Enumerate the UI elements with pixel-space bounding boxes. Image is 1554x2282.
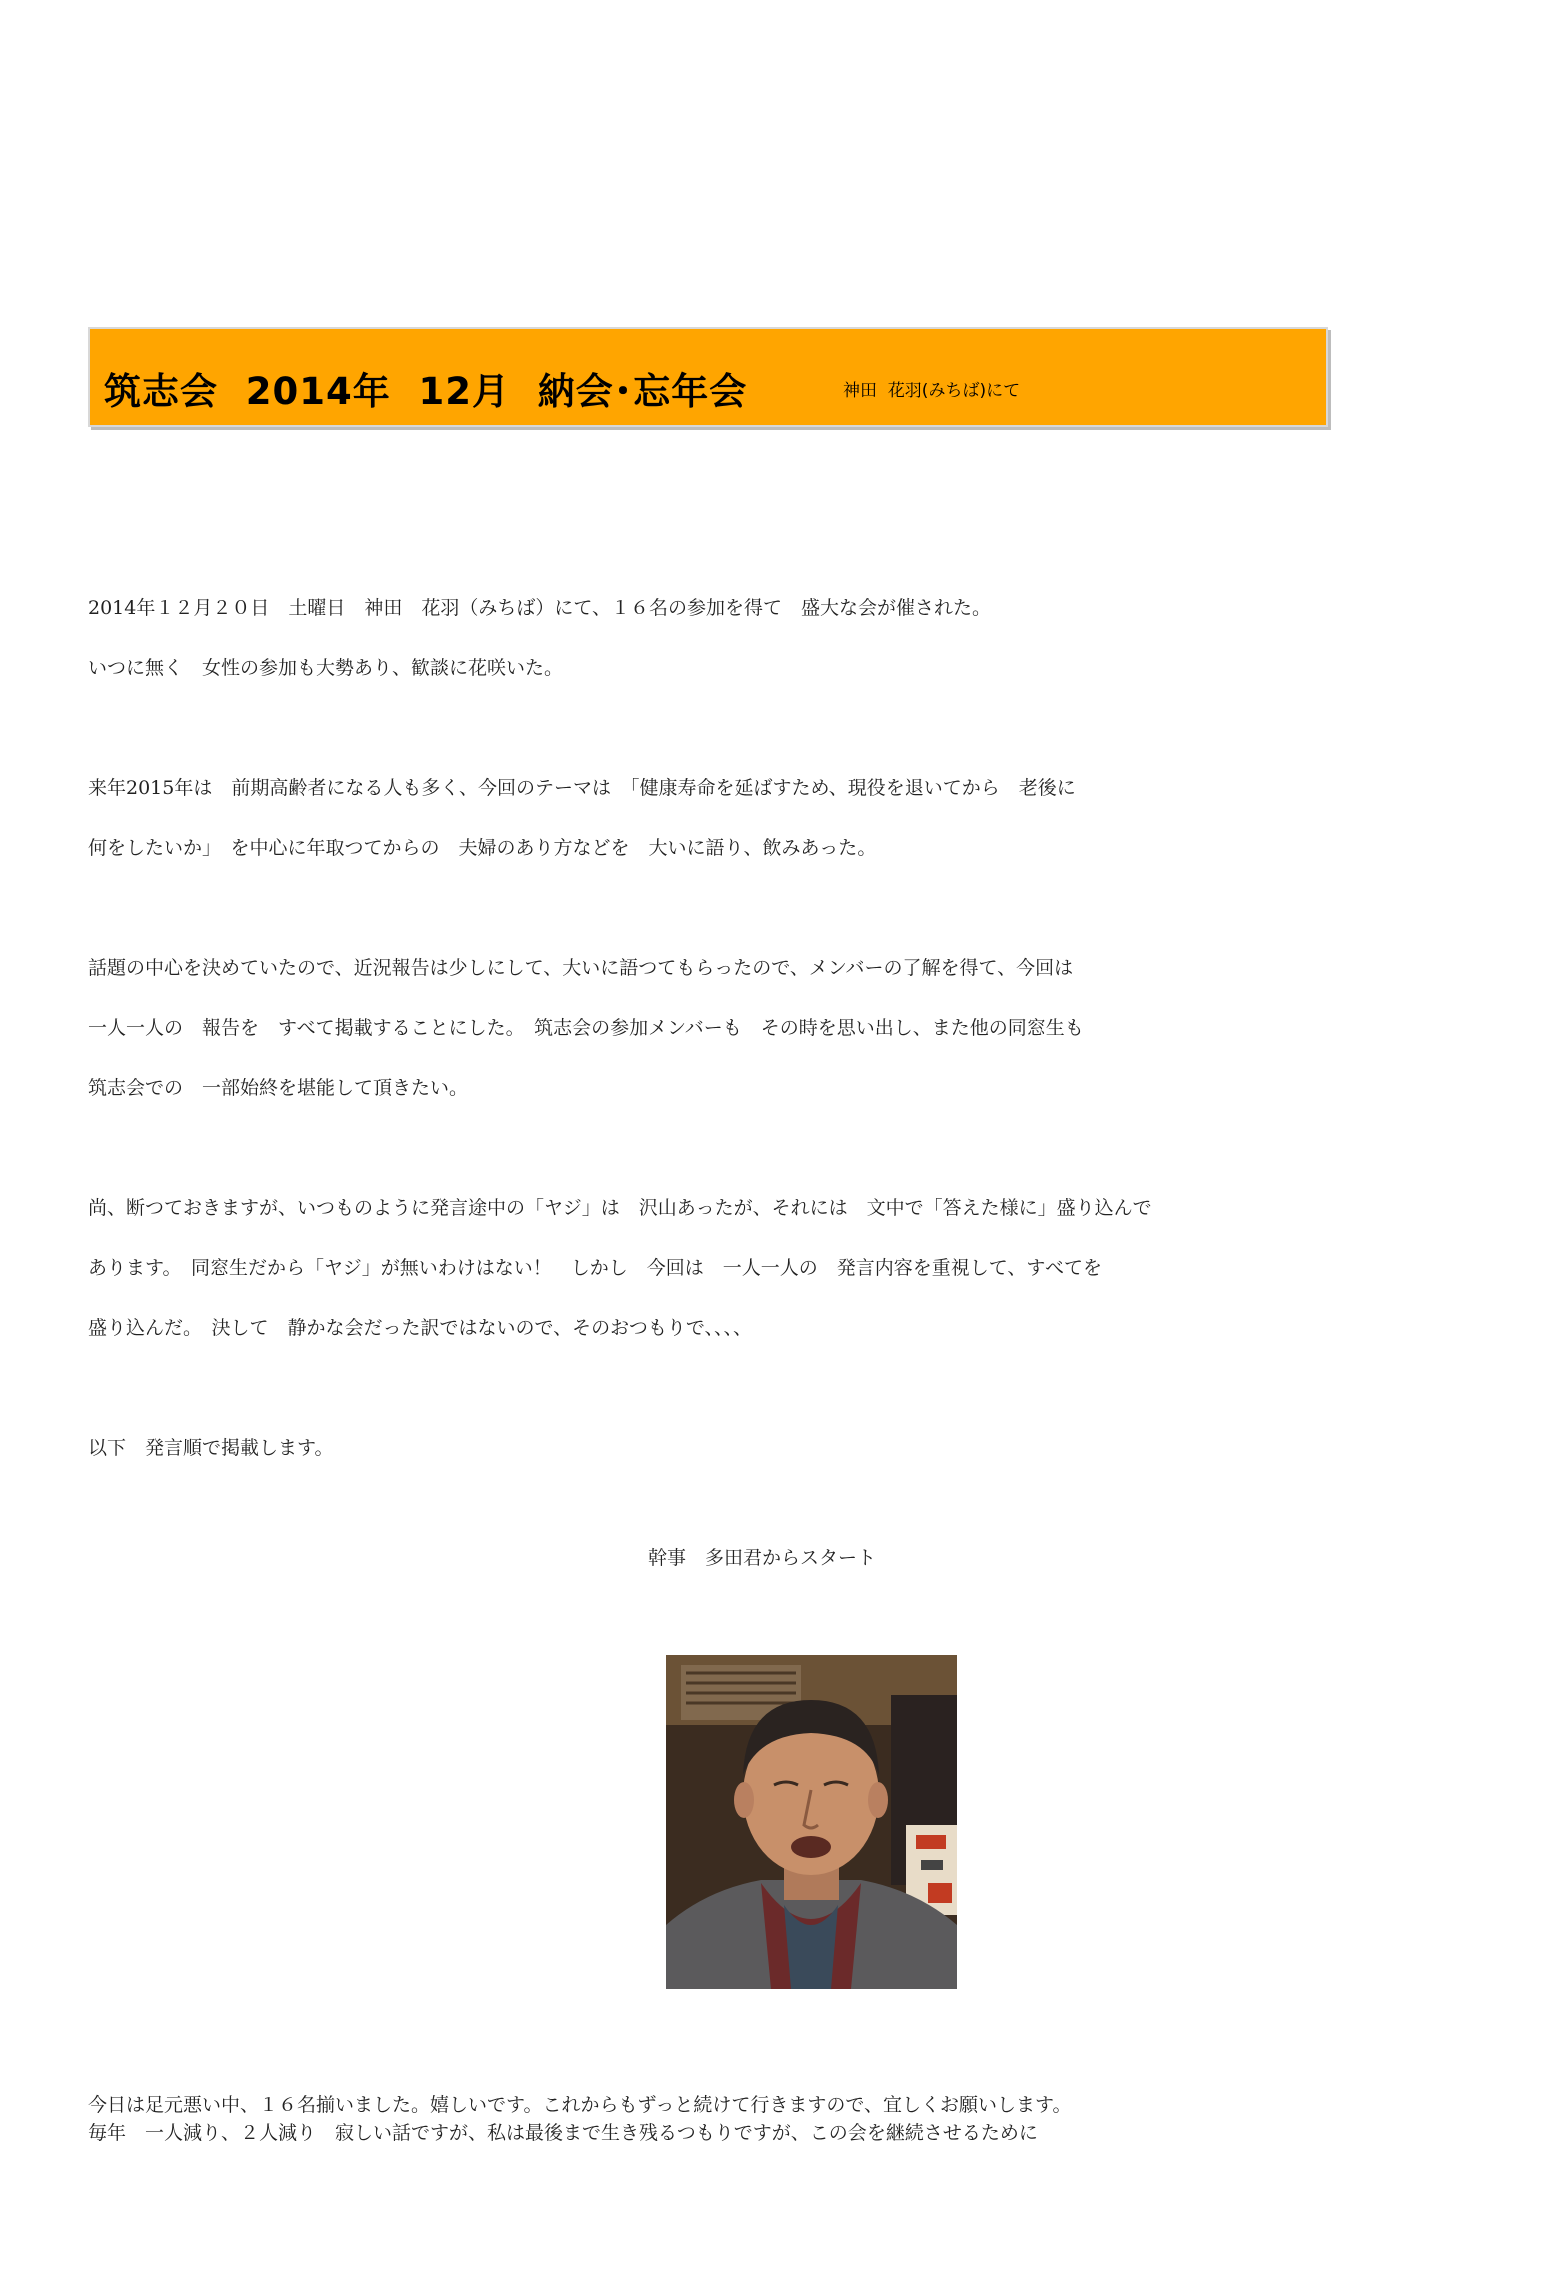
- paragraph-line: 2014年１２月２０日 土曜日 神田 花羽（みちば）にて、１６名の参加を得て 盛大な会が催された。: [88, 597, 991, 619]
- paragraph-line: いつに無く 女性の参加も大勢あり、歓談に花咲いた。: [88, 657, 564, 679]
- paragraph-line: 何をしたいか」 を中心に年取つてからの 夫婦のあり方などを 大いに語り、飲みあった。: [88, 837, 877, 859]
- paragraph-line: あります。 同窓生だから「ヤジ」が無いわけはない！ しかし 今回は 一人一人の 発言内容を重視して、すべてを: [88, 1257, 1103, 1279]
- speaker-photo-illustration: [666, 1655, 957, 1989]
- speech-line: 今日は足元悪い中、１６名揃いました。嬉しいです。これからもずっと続けて行きますので、宜しくお願いします。: [88, 2094, 1072, 2116]
- paragraph-line: 筑志会での 一部始終を堪能して頂きたい。: [88, 1077, 469, 1099]
- header-banner: [88, 327, 1328, 427]
- photo-caption: 幹事 多田君からスタート: [648, 1547, 877, 1569]
- page-title: 筑志会 2014年 12月 納会･忘年会: [104, 370, 748, 413]
- paragraph-line: 来年2015年は 前期高齢者になる人も多く、今回のテーマは 「健康寿命を延ばすため、現役を退いてから 老後に: [88, 777, 1076, 799]
- paragraph-line: 以下 発言順で掲載します。: [88, 1437, 334, 1459]
- paragraph-line: 盛り込んだ。 決して 静かな会だった訳ではないので、そのおつもりで、、、、: [88, 1317, 753, 1339]
- paragraph-line: 尚、断つておきますが、いつものように発言途中の「ヤジ」は 沢山あったが、それには 文中で「答えた様に」盛り込んで: [88, 1197, 1152, 1219]
- speech-line: 毎年 一人減り、２人減り 寂しい話ですが、私は最後まで生き残るつもりですが、この会を継続させるために: [88, 2122, 1038, 2144]
- paragraph-line: 一人一人の 報告を すべて掲載することにした。 筑志会の参加メンバーも その時を思い出し、また他の同窓生も: [88, 1017, 1084, 1039]
- speaker-photo: [666, 1655, 957, 1989]
- venue-subtitle: 神田 花羽(みちば)にて: [843, 381, 1021, 401]
- paragraph-line: 話題の中心を決めていたので、近況報告は少しにして、大いに語つてもらったので、メンバーの了解を得て、今回は: [88, 957, 1074, 979]
